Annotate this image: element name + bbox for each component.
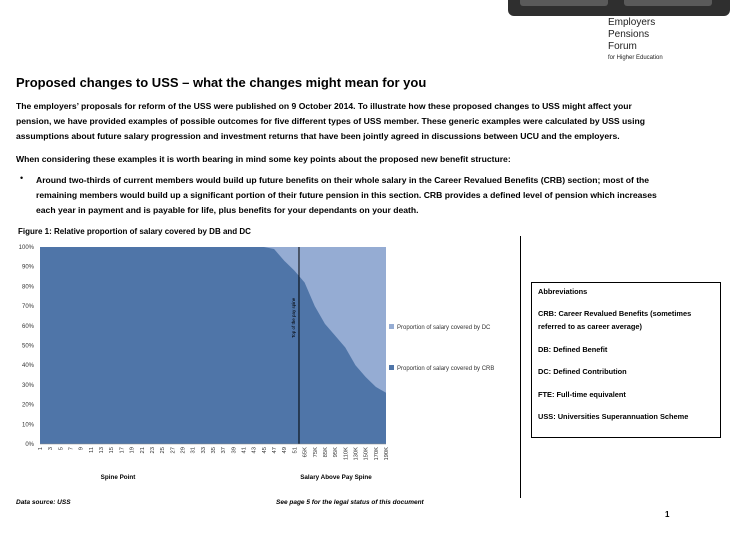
x-tick-label: 11 [88,447,95,454]
abbreviations-box [531,282,721,438]
y-tick-label: 20% [21,402,34,409]
x-tick-label: 43 [251,447,258,454]
legal-note: See page 5 for the legal status of this document [276,499,424,506]
y-tick-label: 80% [21,284,34,291]
x-tick-label: 33 [200,447,207,454]
bullet-marker: • [20,173,24,183]
y-tick-label: 50% [21,343,34,350]
x-tick-label: 150K [363,447,370,461]
area-chart [0,236,520,484]
x-tick-label: 21 [139,447,146,454]
x-tick-label: 41 [241,447,248,454]
logo-window-bar [508,0,730,16]
x-tick-label: 49 [282,447,289,454]
x-tick-label: 95K [333,447,340,458]
data-source: Data source: USS [16,499,71,506]
x-tick-label: 110K [343,447,350,461]
x-tick-label: 19 [129,447,136,454]
page-title: Proposed changes to USS – what the changes might mean for you [16,75,427,90]
abbr-fte: FTE: Full-time equivalent [538,390,626,399]
x-tick-label: 37 [221,447,228,454]
abbreviations-heading: Abbreviations [538,287,588,296]
x-tick-label: 65K [302,447,309,458]
logo-bar-tab [624,0,712,6]
y-tick-label: 10% [21,422,34,429]
x-tick-label: 7 [68,447,75,451]
page-number: 1 [665,510,670,519]
intro-line-3: assumptions about future salary progression and investment returns that have been jointly agreed in discussions between UCU and the employers. [16,131,620,141]
logo-bar-tab [520,0,608,6]
x-tick-label: 25 [160,447,167,454]
column-divider [520,236,521,498]
x-tick-label: 35 [211,447,217,454]
intro-line-2: pension, we have provided examples of possible outcomes for five different types of USS member. These generic examples were calculated by USS using [16,116,645,126]
y-tick-label: 0% [25,442,34,448]
x-tick-label: 47 [272,447,279,454]
legend-label-dc: Proportion of salary covered by DC [397,325,491,331]
bullet-line-1: Around two-thirds of current members would build up future benefits on their whole salary in the Career Revalued Benefits (CRB) section; most of the [36,175,650,185]
x-tick-label: 39 [231,447,238,454]
x-tick-label: 75K [312,447,319,458]
logo-line-3: Forum [608,41,637,52]
bullet-line-3: each year in payment and is payable for life, plus benefits for your dependants on your death. [36,205,419,215]
abbr-dc: DC: Defined Contribution [538,367,627,376]
y-tick-label: 30% [21,382,34,389]
abbr-db: DB: Defined Benefit [538,345,608,354]
x-tick-label: 31 [190,447,197,454]
x-axis-label-salary: Salary Above Pay Spine [300,474,372,481]
x-tick-label: 51 [292,447,299,454]
x-tick-label: 9 [78,447,85,451]
y-tick-label: 70% [21,304,34,311]
bullet-line-2: remaining members would build up a significant portion of their future pension in this section. CRB provides a defined level of pension which increases [36,190,657,200]
abbr-crb-line-1: CRB: Career Revalued Benefits (sometimes [538,309,692,318]
x-tick-label: 23 [149,447,156,454]
y-tick-label: 100% [18,245,34,251]
y-tick-label: 90% [21,264,34,271]
x-tick-label: 27 [170,447,177,454]
x-tick-label: 29 [180,447,187,454]
x-tick-label: 45 [261,447,268,454]
x-tick-label: 130K [353,447,360,461]
y-tick-label: 40% [21,363,34,370]
abbr-uss: USS: Universities Superannuation Scheme [538,412,689,421]
x-tick-label: 170K [373,447,380,461]
legend-swatch-crb [389,365,394,370]
x-tick-label: 1 [38,447,44,451]
abbr-crb-line-2: referred to as career average) [538,322,642,331]
x-tick-label: 5 [58,447,65,451]
x-tick-label: 3 [48,447,55,451]
considering-text: When considering these examples it is worth bearing in mind some key points about the proposed new benefit structure: [16,154,511,164]
logo-line-1: Employers [608,17,656,28]
top-of-pay-spine-label: Top of the pay spine [290,297,296,339]
x-axis-label-spine-point: Spine Point [100,474,136,481]
logo-tagline: for Higher Education [608,55,663,61]
y-tick-label: 60% [21,323,34,330]
legend-swatch-dc [389,324,394,329]
x-tick-label: 17 [119,447,126,454]
intro-line-1: The employers’ proposals for reform of the USS were published on 9 October 2014. To illustrate how these proposed changes to USS might affect your [16,101,632,111]
figure-title: Figure 1: Relative proportion of salary covered by DB and DC [18,227,251,236]
logo-line-2: Pensions [608,29,650,40]
x-tick-label: 85K [322,447,329,458]
legend-label-crb: Proportion of salary covered by CRB [397,366,495,372]
x-tick-label: 15 [109,447,116,454]
x-tick-label: 190K [384,447,390,461]
x-tick-label: 13 [99,447,106,454]
